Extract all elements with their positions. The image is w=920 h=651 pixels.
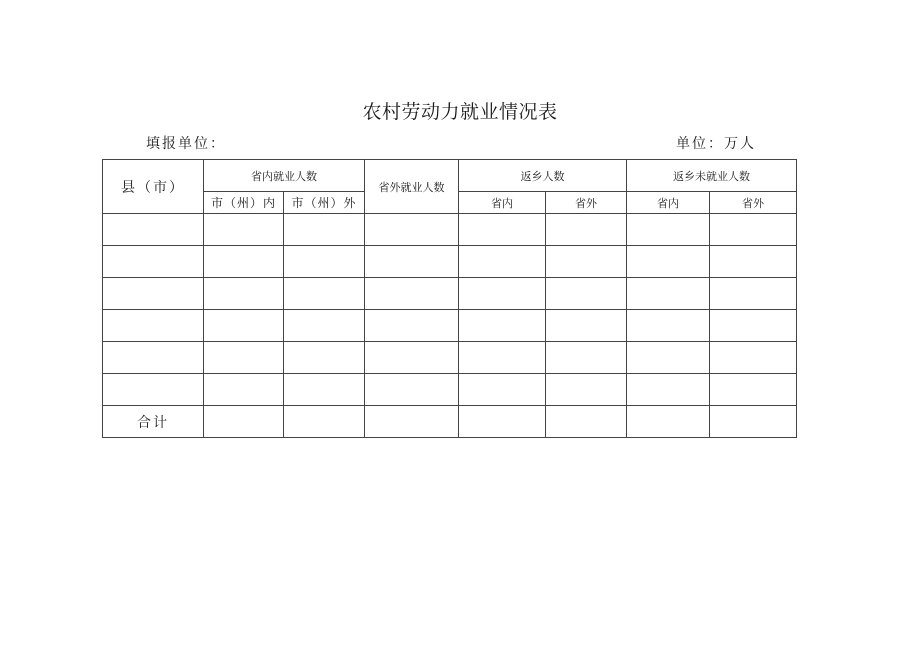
table-cell (204, 310, 284, 342)
page-title: 农村劳动力就业情况表 (362, 101, 558, 123)
fill-unit-label: 填报单位： (146, 136, 226, 152)
table-cell (204, 278, 284, 310)
table-cell-county (103, 342, 204, 374)
table-cell (627, 406, 710, 438)
table-cell (627, 214, 710, 246)
table-cell-county (103, 310, 204, 342)
table-cell (710, 374, 797, 406)
table-row (103, 278, 797, 310)
table-row (103, 246, 797, 278)
table-cell (627, 374, 710, 406)
unit-label: 单位：万人 (676, 136, 756, 152)
table-cell (546, 246, 627, 278)
table-cell (365, 310, 459, 342)
table-cell (284, 406, 365, 438)
table-cell (710, 246, 797, 278)
table-cell (365, 214, 459, 246)
table-cell (710, 214, 797, 246)
header-returned: 返乡人数 (459, 160, 627, 192)
table-cell (546, 374, 627, 406)
table-row (103, 342, 797, 374)
table-cell (459, 278, 546, 310)
table-cell (365, 246, 459, 278)
header-unemployed-in: 省内 (627, 192, 710, 214)
table-cell-county (103, 214, 204, 246)
table-cell (204, 342, 284, 374)
table-cell (204, 374, 284, 406)
header-row-1 (103, 160, 797, 192)
table-cell (284, 214, 365, 246)
table-cell (459, 214, 546, 246)
header-returned-unemployed: 返乡未就业人数 (627, 160, 797, 192)
table-cell (365, 342, 459, 374)
table-cell (204, 214, 284, 246)
table-cell-county (103, 278, 204, 310)
header-out-province: 省外就业人数 (365, 160, 459, 214)
table-row (103, 310, 797, 342)
table-cell (627, 310, 710, 342)
header-unemployed-out: 省外 (710, 192, 797, 214)
table-cell-county (103, 374, 204, 406)
table-cell (546, 214, 627, 246)
table-cell (365, 406, 459, 438)
header-county: 县（市） (103, 160, 204, 214)
table-cell (284, 374, 365, 406)
table-cell (627, 246, 710, 278)
table-cell (459, 374, 546, 406)
table-cell (284, 278, 365, 310)
table-cell (546, 278, 627, 310)
table-row (103, 214, 797, 246)
table-cell (546, 310, 627, 342)
table-cell (365, 374, 459, 406)
table-cell (710, 406, 797, 438)
table-cell (459, 406, 546, 438)
table-cell (710, 310, 797, 342)
table-cell (459, 246, 546, 278)
table-cell (459, 342, 546, 374)
table-cell (204, 246, 284, 278)
table-cell (284, 310, 365, 342)
table-cell (365, 278, 459, 310)
table-cell (627, 278, 710, 310)
header-in-city: 市（州）内 (204, 192, 284, 214)
table-cell (204, 406, 284, 438)
header-returned-in: 省内 (459, 192, 546, 214)
employment-table (102, 159, 797, 438)
table-cell (546, 406, 627, 438)
table-cell (546, 342, 627, 374)
table-cell (710, 278, 797, 310)
header-out-city: 市（州）外 (284, 192, 365, 214)
header-returned-out: 省外 (546, 192, 627, 214)
table-cell (284, 342, 365, 374)
header-in-province: 省内就业人数 (204, 160, 365, 192)
table-cell (284, 246, 365, 278)
table-cell-county (103, 246, 204, 278)
table-row-total (103, 406, 797, 438)
table-cell (627, 342, 710, 374)
table-cell (459, 310, 546, 342)
table-row (103, 374, 797, 406)
total-label: 合计 (103, 406, 204, 438)
table-cell (710, 342, 797, 374)
